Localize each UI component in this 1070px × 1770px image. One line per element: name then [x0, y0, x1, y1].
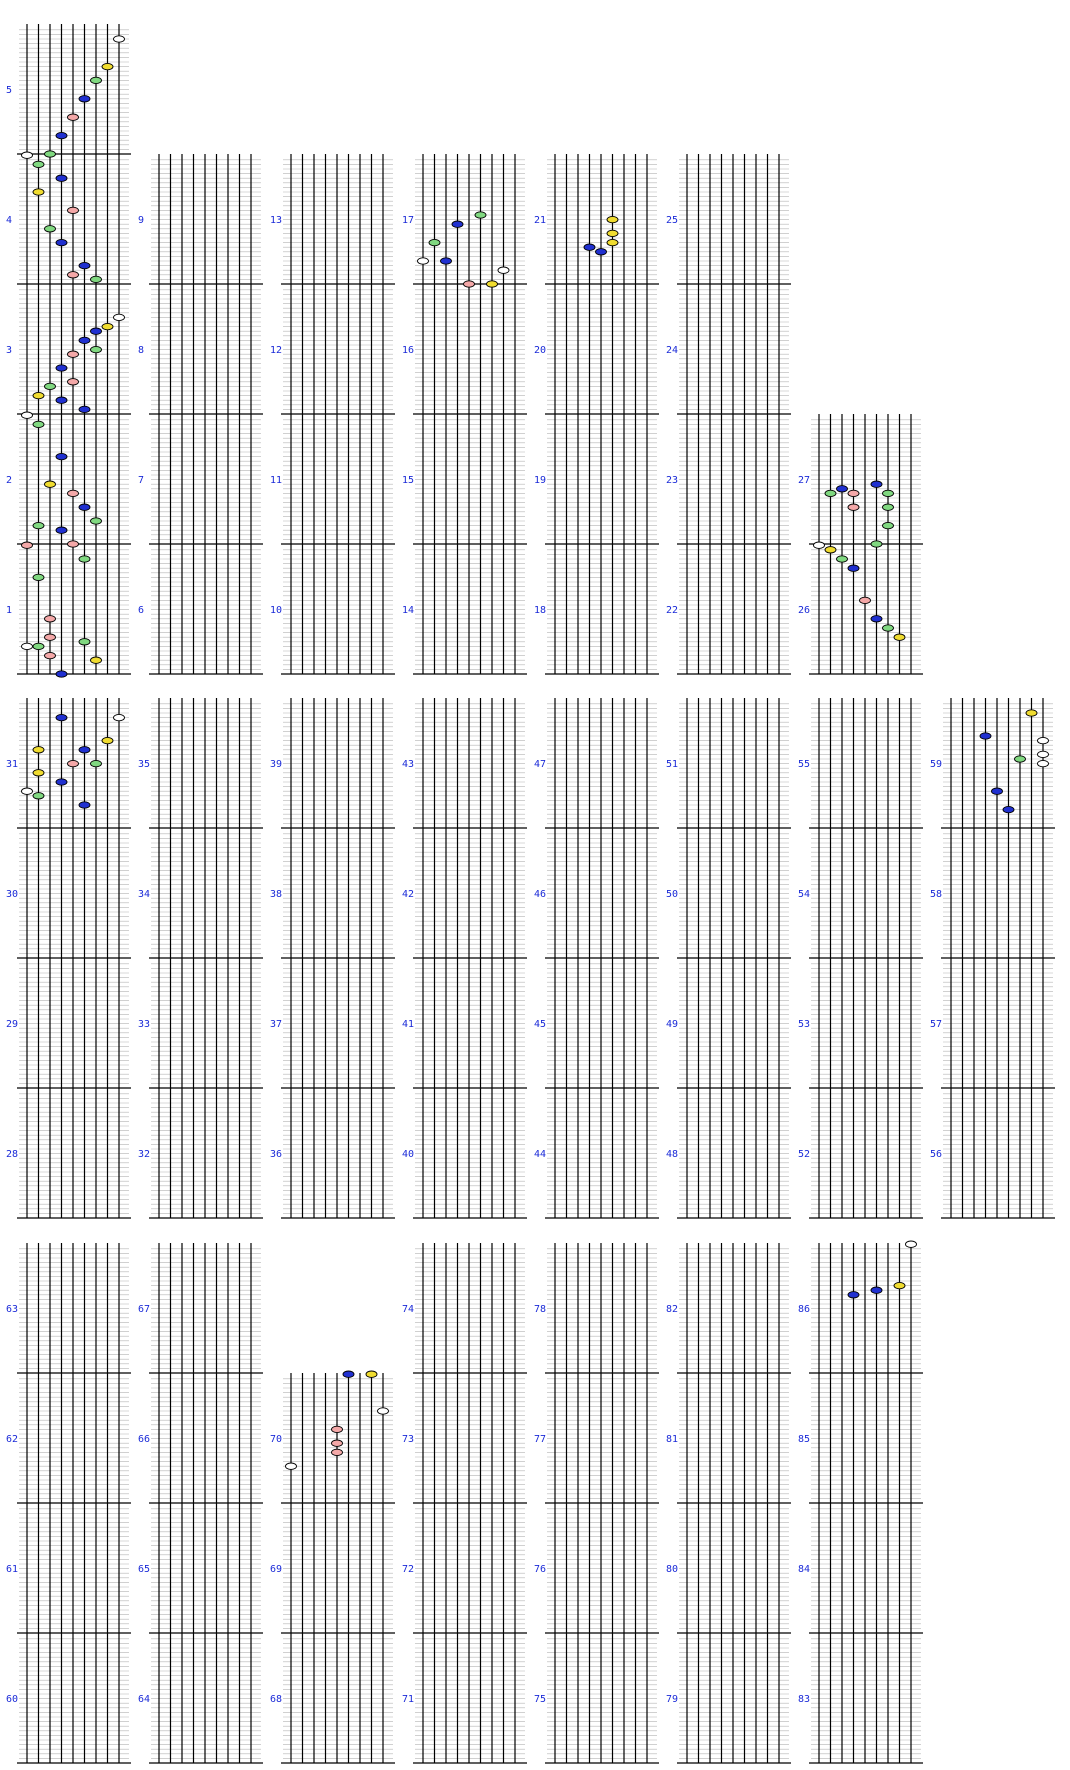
measure-number: 36	[270, 1149, 283, 1160]
note-marker	[68, 207, 79, 213]
note-marker	[33, 421, 44, 427]
measure-number: 42	[402, 889, 415, 900]
measure-number: 86	[798, 1304, 811, 1315]
note-marker	[22, 788, 33, 794]
note-marker	[378, 1408, 389, 1414]
measure-number: 54	[798, 889, 811, 900]
note-marker	[79, 262, 90, 268]
note-marker	[343, 1371, 354, 1377]
measure-number: 21	[534, 215, 547, 226]
note-marker	[45, 616, 56, 622]
note-marker	[33, 643, 44, 649]
measure-number: 49	[666, 1019, 679, 1030]
measure-number: 64	[138, 1694, 151, 1705]
measure-number: 34	[138, 889, 151, 900]
measure-number: 3	[6, 345, 13, 356]
note-marker	[22, 643, 33, 649]
measure-number: 84	[798, 1564, 811, 1575]
note-marker	[894, 634, 905, 640]
note-marker	[992, 788, 1003, 794]
note-marker	[56, 239, 67, 245]
measure-number: 59	[930, 759, 943, 770]
measure-number: 51	[666, 759, 679, 770]
measure-number: 77	[534, 1434, 547, 1445]
measure-number: 4	[6, 215, 13, 226]
note-marker	[584, 244, 595, 250]
measure-number: 55	[798, 759, 811, 770]
note-marker	[102, 63, 113, 69]
measure-number: 85	[798, 1434, 811, 1445]
note-marker	[56, 779, 67, 785]
note-marker	[56, 397, 67, 403]
measure-number: 17	[402, 215, 415, 226]
note-marker	[848, 490, 859, 496]
note-marker	[871, 541, 882, 547]
measure-number: 65	[138, 1564, 151, 1575]
note-marker	[45, 481, 56, 487]
note-marker	[91, 346, 102, 352]
note-marker	[837, 486, 848, 492]
note-marker	[607, 230, 618, 236]
note-marker	[91, 518, 102, 524]
measure-number: 11	[270, 475, 283, 486]
measure-number: 9	[138, 215, 145, 226]
note-marker	[56, 453, 67, 459]
measure-number: 33	[138, 1019, 151, 1030]
measure-number: 1	[6, 605, 13, 616]
measure-number: 29	[6, 1019, 19, 1030]
note-marker	[114, 36, 125, 42]
note-marker	[79, 639, 90, 645]
measure-number: 82	[666, 1304, 679, 1315]
note-marker	[79, 406, 90, 412]
note-marker	[79, 802, 90, 808]
measure-number: 39	[270, 759, 283, 770]
measure-number: 43	[402, 759, 415, 770]
measure-number: 37	[270, 1019, 283, 1030]
note-marker	[45, 634, 56, 640]
note-marker	[366, 1371, 377, 1377]
note-marker	[68, 379, 79, 385]
measure-number: 58	[930, 889, 943, 900]
measure-number: 31	[6, 759, 19, 770]
note-marker	[33, 770, 44, 776]
measure-number: 24	[666, 345, 679, 356]
note-marker	[860, 597, 871, 603]
measure-number: 69	[270, 1564, 283, 1575]
note-marker	[22, 412, 33, 418]
measure-number: 56	[930, 1149, 943, 1160]
note-marker	[68, 760, 79, 766]
note-marker	[848, 1292, 859, 1298]
note-marker	[33, 522, 44, 528]
measure-number: 70	[270, 1434, 283, 1445]
note-marker	[607, 216, 618, 222]
note-marker	[883, 625, 894, 631]
measure-number: 13	[270, 215, 283, 226]
note-marker	[1003, 806, 1014, 812]
measure-number: 80	[666, 1564, 679, 1575]
note-marker	[114, 314, 125, 320]
note-marker	[825, 490, 836, 496]
measure-number: 75	[534, 1694, 547, 1705]
measure-number: 76	[534, 1564, 547, 1575]
measure-number: 10	[270, 605, 283, 616]
note-marker	[45, 226, 56, 232]
note-marker	[1026, 710, 1037, 716]
note-marker	[33, 161, 44, 167]
note-marker	[475, 212, 486, 218]
note-marker	[102, 737, 113, 743]
note-marker	[22, 152, 33, 158]
measure-number: 67	[138, 1304, 151, 1315]
note-marker	[91, 760, 102, 766]
note-marker	[1038, 760, 1049, 766]
note-marker	[871, 1287, 882, 1293]
note-marker	[56, 527, 67, 533]
note-marker	[33, 793, 44, 799]
measure-number: 25	[666, 215, 679, 226]
note-marker	[848, 504, 859, 510]
note-marker	[68, 272, 79, 278]
note-marker	[332, 1426, 343, 1432]
measure-number: 2	[6, 475, 13, 486]
measure-number: 26	[798, 605, 811, 616]
measure-number: 20	[534, 345, 547, 356]
measure-number: 40	[402, 1149, 415, 1160]
note-marker	[45, 151, 56, 157]
note-marker	[91, 77, 102, 83]
note-marker	[1038, 751, 1049, 757]
measure-number: 79	[666, 1694, 679, 1705]
note-marker	[91, 276, 102, 282]
note-marker	[487, 281, 498, 287]
note-marker	[56, 671, 67, 677]
note-marker	[22, 542, 33, 548]
measure-number: 18	[534, 605, 547, 616]
note-marker	[980, 733, 991, 739]
measure-number: 22	[666, 605, 679, 616]
note-marker	[102, 323, 113, 329]
measure-number: 30	[6, 889, 19, 900]
measure-number: 81	[666, 1434, 679, 1445]
note-marker	[56, 365, 67, 371]
note-marker	[906, 1241, 917, 1247]
measure-number: 14	[402, 605, 415, 616]
measure-number: 57	[930, 1019, 943, 1030]
measure-number: 28	[6, 1149, 19, 1160]
note-marker	[56, 714, 67, 720]
measure-number: 35	[138, 759, 151, 770]
measure-number: 66	[138, 1434, 151, 1445]
note-marker	[452, 221, 463, 227]
note-marker	[79, 96, 90, 102]
measure-number: 60	[6, 1694, 19, 1705]
measure-number: 73	[402, 1434, 415, 1445]
measure-number: 45	[534, 1019, 547, 1030]
note-marker	[33, 189, 44, 195]
note-marker	[332, 1449, 343, 1455]
note-marker	[883, 490, 894, 496]
note-marker	[332, 1440, 343, 1446]
note-marker	[498, 267, 509, 273]
measure-number: 19	[534, 475, 547, 486]
note-marker	[418, 258, 429, 264]
note-marker	[883, 522, 894, 528]
note-marker	[894, 1282, 905, 1288]
note-marker	[607, 239, 618, 245]
note-marker	[79, 556, 90, 562]
note-marker	[848, 565, 859, 571]
note-marker	[56, 132, 67, 138]
measure-number: 50	[666, 889, 679, 900]
measure-number: 8	[138, 345, 145, 356]
note-marker	[68, 114, 79, 120]
measure-number: 74	[402, 1304, 415, 1315]
note-marker	[79, 747, 90, 753]
note-marker	[883, 504, 894, 510]
measure-number: 47	[534, 759, 547, 770]
measure-number: 53	[798, 1019, 811, 1030]
measure-number: 46	[534, 889, 547, 900]
measure-number: 61	[6, 1564, 19, 1575]
measure-number: 63	[6, 1304, 19, 1315]
note-marker	[429, 239, 440, 245]
measure-number: 32	[138, 1149, 151, 1160]
note-marker	[837, 556, 848, 562]
measure-number: 78	[534, 1304, 547, 1315]
measure-number: 7	[138, 475, 145, 486]
note-marker	[68, 351, 79, 357]
note-layer	[22, 36, 1049, 1470]
note-marker	[79, 337, 90, 343]
measure-number: 6	[138, 605, 145, 616]
measure-number: 44	[534, 1149, 547, 1160]
measure-number: 16	[402, 345, 415, 356]
measure-number: 72	[402, 1564, 415, 1575]
note-marker	[825, 547, 836, 553]
note-marker	[33, 392, 44, 398]
note-marker	[286, 1463, 297, 1469]
measure-number: 15	[402, 475, 415, 486]
measure-number-layer	[6, 85, 942, 1705]
measure-number: 38	[270, 889, 283, 900]
note-marker	[68, 490, 79, 496]
note-marker	[1015, 756, 1026, 762]
note-marker	[45, 652, 56, 658]
note-marker	[91, 657, 102, 663]
note-marker	[79, 504, 90, 510]
note-marker	[56, 175, 67, 181]
note-marker	[464, 281, 475, 287]
note-marker	[33, 747, 44, 753]
measure-number: 41	[402, 1019, 415, 1030]
measure-number: 5	[6, 85, 13, 96]
note-marker	[871, 481, 882, 487]
measure-number: 48	[666, 1149, 679, 1160]
note-marker	[68, 541, 79, 547]
measure-number: 52	[798, 1149, 811, 1160]
measure-number: 68	[270, 1694, 283, 1705]
note-marker	[814, 542, 825, 548]
note-marker	[45, 383, 56, 389]
measure-number: 83	[798, 1694, 811, 1705]
measure-number: 71	[402, 1694, 415, 1705]
note-marker	[441, 258, 452, 264]
measure-number: 23	[666, 475, 679, 486]
note-marker	[1038, 737, 1049, 743]
note-marker	[114, 714, 125, 720]
note-marker	[91, 328, 102, 334]
measure-number: 62	[6, 1434, 19, 1445]
note-marker	[871, 616, 882, 622]
measure-number: 12	[270, 345, 283, 356]
note-marker	[33, 574, 44, 580]
note-marker	[596, 249, 607, 255]
measure-number: 27	[798, 475, 811, 486]
